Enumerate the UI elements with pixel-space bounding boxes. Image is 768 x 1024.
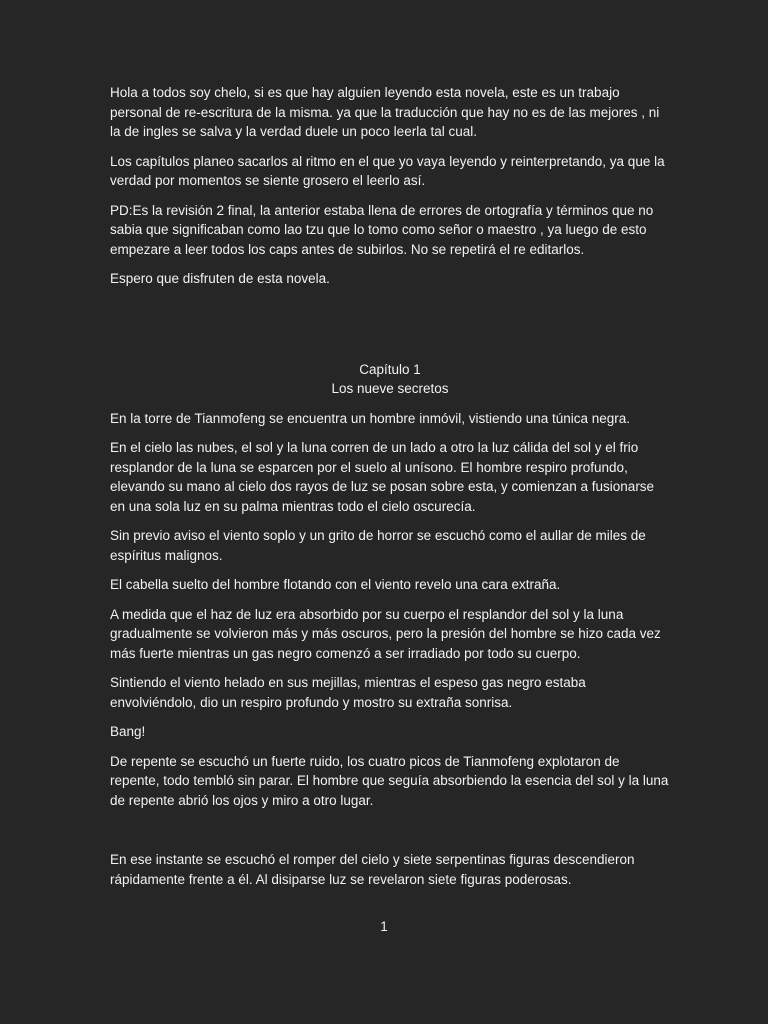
document-body (110, 83, 670, 899)
section-spacer (110, 299, 670, 360)
chapter-paragraph: En el cielo las nubes, el sol y la luna corren de un lado a otro la luz cálida del sol y el frio resplandor de la luna se esparcen por el suelo al unísono. El hombre respiro profundo, elevando su mano al cielo dos rayos de luz se posan sobre esta, y comienzan a fusionarse en una sola luz en su palma mientras todo el cielo oscurecía. (110, 440, 655, 514)
chapter-paragraph: De repente se escuchó un fuerte ruido, los cuatro picos de Tianmofeng explotaron de repente, todo tembló sin parar. El hombre que seguía absorbiendo la esencia del sol y la luna de repente abrió los ojos y miro a otro lugar. (110, 753, 669, 808)
intro-paragraph: Los capítulos planeo sacarlos al ritmo en el que yo vaya leyendo y reinterpretando, ya que la verdad por momentos se siente grosero el leerlo así. (110, 153, 665, 188)
chapter-heading (110, 360, 670, 399)
intro-paragraph: PD:Es la revisión 2 final, la anterior estaba llena de errores de ortografía y términos que no sabia que significaban como lao tzu que lo tomo como señor o maestro , ya luego de esto empezare a leer todos los caps antes de subirlos. No se repetirá el re editarlos. (110, 202, 654, 257)
chapter-paragraph: En ese instante se escuchó el romper del cielo y siete serpentinas figuras descendieron rápidamente frente a él. Al disiparse luz se revelaron siete figuras poderosas. (110, 852, 635, 887)
chapter-paragraph: Bang! (110, 724, 146, 739)
page-number: 1 (380, 919, 388, 934)
chapter-title: Los nueve secretos (331, 381, 449, 396)
chapter-paragraph: Sintiendo el viento helado en sus mejillas, mientras el espeso gas negro estaba envolviéndolo, dio un respiro profundo y mostro su extraña sonrisa. (110, 675, 586, 710)
chapter-paragraph: El cabella suelto del hombre flotando con el viento revelo una cara extraña. (110, 577, 561, 592)
chapter-paragraph: A medida que el haz de luz era absorbido por su cuerpo el resplandor del sol y la luna gradualmente se volvieron más y más oscuros, pero la presión del hombre se hizo cada vez más fuerte mientras un gas negro comenzó a ser irradiado por todo su cuerpo. (110, 606, 661, 661)
intro-paragraph: Espero que disfruten de esta novela. (110, 271, 330, 286)
chapter-paragraph: Sin previo aviso el viento soplo y un grito de horror se escuchó como el aullar de miles de espíritus malignos. (110, 528, 646, 563)
chapter-number: Capítulo 1 (359, 361, 421, 377)
intro-paragraph: Hola a todos soy chelo, si es que hay alguien leyendo esta novela, este es un trabajo personal de re-escritura de la misma. ya que la traducción que hay no es de las mejores , ni la de ingles se salva y la verdad duele un poco leerla tal cual. (110, 85, 660, 139)
scene-break (110, 820, 670, 850)
chapter-paragraph: En la torre de Tianmofeng se encuentra un hombre inmóvil, vistiendo una túnica negra. (110, 410, 631, 426)
